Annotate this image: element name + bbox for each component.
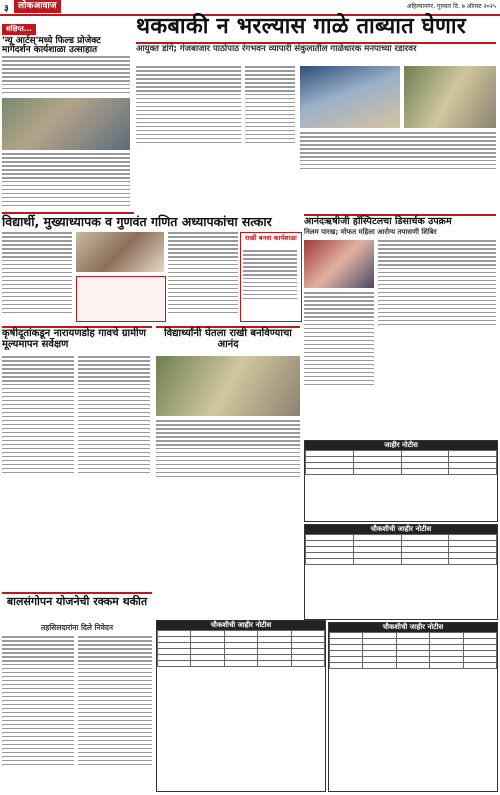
rakhi-box-body (243, 250, 297, 302)
right-story-photo (304, 240, 374, 288)
middle-left-body-col2 (78, 356, 150, 476)
bottom-left-rule (2, 592, 152, 594)
notice-3-table (157, 630, 325, 667)
notice-2-table (305, 534, 497, 565)
right-story-subheadline: निलम पारख; मोफत महिला आरोग्य तपासणी शिबिर (304, 228, 437, 236)
section-label: संक्षिप्त... (2, 24, 36, 35)
left-column (2, 16, 132, 56)
right-story-body (378, 240, 496, 328)
notice-1-table (305, 450, 497, 475)
notice-4-title: चौकशीची जाहीर नोटीस (329, 623, 497, 632)
story1-photo (2, 98, 130, 150)
story2-body-col1 (2, 232, 72, 316)
top-story-body-col3 (300, 132, 496, 172)
middle-center-body (156, 420, 300, 480)
middle-center-photo (156, 356, 300, 416)
notice-1 (304, 440, 498, 522)
top-story-body-col2 (245, 66, 295, 146)
top-story-photo-2 (404, 66, 496, 128)
notice-2-title: चौकशीची जाहीर नोटीस (305, 525, 497, 534)
story1-body-text (2, 56, 130, 96)
middle-center-headline: विद्यार्थ्यांनी घेतला राखी बनविण्याचा आनंद (164, 328, 292, 350)
story2-highlight-box (76, 276, 166, 322)
notice-4-table (329, 632, 497, 669)
notice-3-title: चौकशीची जाहीर नोटीस (157, 621, 325, 630)
notice-1-title: जाहीर नोटीस (305, 441, 497, 450)
middle-left-headline: कृषीदूतांकडून नारायणडोह गावचे ग्रामीण मूल्यमापन सर्वेक्षण (2, 328, 146, 350)
notice-4 (328, 622, 498, 792)
newspaper-logo: लोकआवाज (14, 0, 61, 13)
bottom-left-body-col1 (2, 636, 74, 767)
right-story-headline: आनंदऋषीजी हॉस्पिटलचा डिसार्चक उपक्रम (304, 216, 452, 227)
bottom-left-headline: बालसंगोपन योजनेची रक्कम थकीत (6, 595, 148, 608)
rakhi-box-title: राखी बनवा कार्यशाळा (245, 234, 297, 242)
page-number: ३ (4, 4, 9, 14)
top-story-headline: थकबाकी न भरल्यास गाळे ताब्यात घेणार (136, 14, 466, 39)
story1-headline: 'न्यू आर्टस्'मध्ये फिल्ड प्रोजेक्ट मार्गदर्शन कार्यशाळा उत्साहात (2, 36, 101, 56)
middle-left-body-col1 (2, 356, 74, 476)
story2-body-col2 (168, 232, 238, 316)
date-line: अहिल्यानगर, गुरुवार दि. ७ ऑगस्ट २०२५ (406, 3, 496, 10)
story2-photo (76, 232, 164, 272)
top-story-subheadline: आयुक्त डांगे; गंजबाजार पाठोपाठ रंगभवन व्यापारी संकुलातील गाळेधारक मनपाच्या रडारवर (136, 44, 417, 54)
top-story-photo-1 (300, 66, 400, 128)
bottom-left-subheadline: तहसिलदारांना दिले निवेदन (40, 623, 114, 632)
right-story-body-2 (304, 292, 374, 388)
bottom-left-body-col2 (78, 636, 152, 767)
story2-headline: विद्यार्थी, मुख्याध्यापक व गुणवंत गणित अध्यापकांचा सत्कार (2, 214, 272, 229)
notice-2 (304, 524, 498, 620)
notice-3 (156, 620, 326, 792)
top-story-body-col1 (136, 66, 241, 146)
story1-body-text-2 (2, 153, 130, 209)
